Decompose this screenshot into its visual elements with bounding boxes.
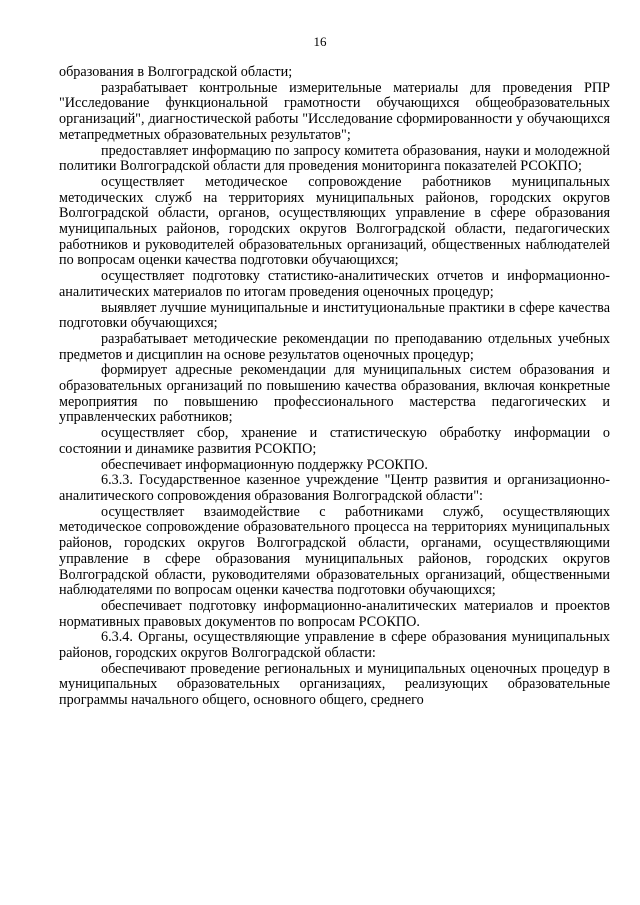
- paragraph: разрабатывает контрольные измерительные материалы для проведения РПР "Исследование функциональной грамотности обучающихся общеобразовательных организаций", диагностической работы "Исследование сформированности у обучающихся метапредметных образовательных результатов";: [59, 79, 610, 143]
- paragraph: 6.3.4. Органы, осуществляющие управление в сфере образования муниципальных районов, городских округов Волгоградской области:: [59, 629, 610, 662]
- paragraph: разрабатывает методические рекомендации по преподаванию отдельных учебных предметов и дисциплин на основе результатов оценочных процедур;: [59, 330, 610, 363]
- paragraph: предоставляет информацию по запросу комитета образования, науки и молодежной политики Волгоградской области для проведения мониторинга показателей РСОКПО;: [59, 142, 610, 175]
- paragraph: осуществляет взаимодействие с работниками служб, осуществляющих методическое сопровождение образовательного процесса на территориях муниципальных районов, городских округов Волгоградской области, органами, осуществляющими управление в сфере образования муниципальных районов, городских округов Волгоградской области, руководителями образовательных организаций, общественными наблюдателями по вопросам оценки качества подготовки обучающихся;: [59, 503, 610, 599]
- paragraph: обеспечивают проведение региональных и муниципальных оценочных процедур в муниципальных образовательных организациях, реализующих образовательные программы начального общего, основного общего, среднего: [59, 660, 610, 709]
- paragraph: осуществляет сбор, хранение и статистическую обработку информации о состоянии и динамике развития РСОКПО;: [59, 425, 610, 457]
- document-body: [59, 65, 610, 709]
- paragraph: формирует адресные рекомендации для муниципальных систем образования и образовательных организаций по повышению качества образования, включая конкретные мероприятия по повышению профессионального мастерства педагогических и управленческих работников;: [59, 362, 610, 426]
- paragraph: обеспечивает информационную поддержку РСОКПО.: [101, 456, 428, 473]
- paragraph: 6.3.3. Государственное казенное учреждение "Центр развития и организационно-аналитического сопровождения образования Волгоградской области":: [59, 472, 610, 504]
- paragraph: осуществляет методическое сопровождение работников муниципальных методических служб на территориях муниципальных районов, городских округов Волгоградской области, органов, осуществляющих управление в сфере образования муниципальных районов, городских округов Волгоградской области, педагогических работников и руководителей образовательных организаций, общественных наблюдателей по вопросам оценки качества подготовки обучающихся;: [59, 173, 610, 269]
- paragraph: образования в Волгоградской области;: [59, 64, 293, 80]
- paragraph: осуществляет подготовку статистико-аналитических отчетов и информационно-аналитических материалов по итогам проведения оценочных процедур;: [59, 268, 610, 300]
- page-number: 16: [313, 34, 327, 49]
- paragraph: выявляет лучшие муниципальные и институциональные практики в сфере качества подготовки обучающихся;: [59, 299, 610, 332]
- paragraph: обеспечивает подготовку информационно-аналитических материалов и проектов нормативных правовых документов по вопросам РСОКПО.: [59, 597, 610, 630]
